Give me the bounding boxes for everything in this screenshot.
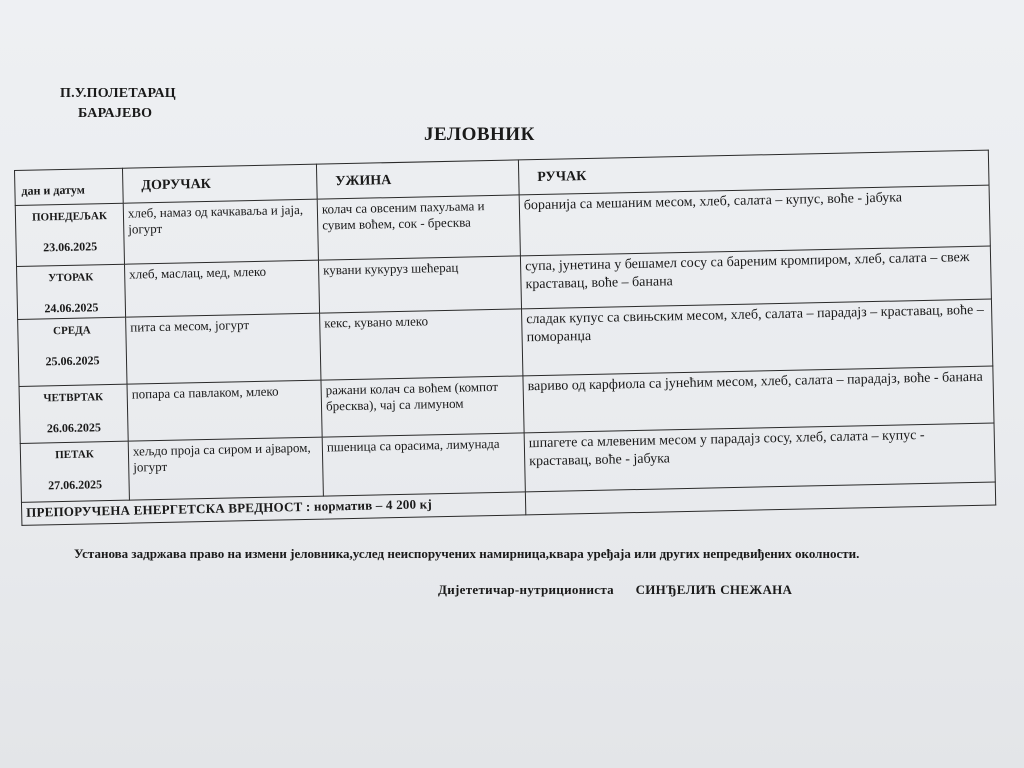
institution-name: П.У.ПОЛЕТАРАЦ (60, 86, 176, 101)
day-name: ПОНЕДЕЉАК (31, 210, 108, 224)
day-name: УТОРАК (48, 271, 94, 285)
day-cell (17, 264, 126, 319)
day-name: ЧЕТВРТАК (43, 391, 104, 405)
breakfast-cell: пита са месом, јогурт (126, 313, 321, 384)
snack-cell: колач са овсеним пахуљама и сувим воћем, сок - бресква (317, 195, 520, 260)
day-name: СРЕДА (52, 324, 91, 338)
menu-table-wrapper (14, 150, 995, 526)
lunch-cell: шпагете са млевеним месом у парадајз сосу, хлеб, салата – купус - краставац, воће - јабука (524, 423, 995, 492)
institution-location: БАРАЈЕВО (78, 106, 153, 121)
lunch-cell: боранија са мешаним месом, хлеб, салата – купус, воће - јабука (519, 185, 990, 256)
column-header-breakfast: ДОРУЧАК (122, 164, 317, 203)
column-header-snack: УЖИНА (316, 160, 519, 199)
energy-value: ПРЕПОРУЧЕНА ЕНЕРГЕТСКА ВРЕДНОСТ : норматив – 4 200 кј (21, 492, 525, 526)
menu-table (14, 150, 996, 526)
document-title: ЈЕЛОВНИК (424, 124, 535, 145)
signature-name: СИНЂЕЛИЋ СНЕЖАНА (635, 582, 793, 597)
snack-cell: кувани кукуруз шећерац (318, 256, 521, 313)
lunch-cell: вариво од карфиола са јунећим месом, хлеб, салата – парадајз, воће - банана (523, 366, 994, 433)
breakfast-cell: хељдо проја са сиром и ајваром, јогурт (128, 437, 323, 500)
snack-cell: кекс, кувано млеко (320, 309, 523, 380)
breakfast-cell: попара са павлаком, млеко (127, 380, 322, 441)
day-cell (15, 203, 124, 266)
disclaimer-note: Установа задржава право на измени јеловника,услед неиспоручених намирница,квара уређаја или других непредвиђених околности. (74, 546, 860, 561)
signature-role: Дијететичар-нутрициониста (438, 582, 614, 597)
day-cell (20, 441, 129, 502)
column-header-lunch: РУЧАК (518, 150, 989, 195)
day-date: 26.06.2025 (46, 420, 102, 436)
day-date: 25.06.2025 (45, 353, 100, 369)
breakfast-cell: хлеб, маслац, мед, млеко (124, 260, 319, 317)
day-cell (18, 317, 127, 386)
column-header-day: дан и датум (15, 168, 124, 205)
snack-cell: пшеница са орасима, лимунада (322, 433, 525, 496)
lunch-cell: супа, јунетина у бешамел сосу са бареним кромпиром, хлеб, салата – свеж краставац, воће – банана (520, 246, 991, 309)
day-date: 27.06.2025 (47, 477, 103, 493)
day-cell (19, 384, 128, 443)
day-date: 24.06.2025 (44, 300, 99, 316)
breakfast-cell: хлеб, намаз од качкаваља и јаја, јогурт (123, 199, 318, 264)
signature-line (438, 582, 792, 598)
lunch-cell: сладак купус са свињским месом, хлеб, салата – парадајз – краставац, воће – поморанџа (522, 299, 993, 376)
day-date: 23.06.2025 (42, 239, 98, 255)
snack-cell: ражани колач са воћем (компот бресква), чај са лимуном (321, 376, 524, 437)
day-name: ПЕТАК (55, 448, 94, 462)
